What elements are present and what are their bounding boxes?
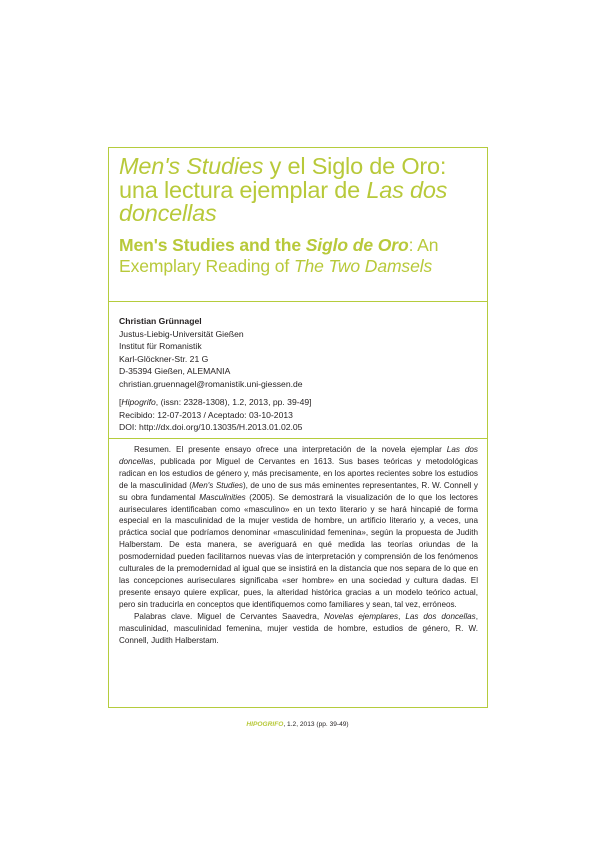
- abstract-s1: Resumen. El presente ensayo ofrece una interpretación de la novela ejemplar: [134, 445, 447, 454]
- title-en-part2: Siglo de Oro: [305, 234, 409, 255]
- keywords-k3: , masculinidad, masculinidad femenina, mujer vestida de hombre, estudios de género, R. W. Connell, Judith Halberstam.: [119, 611, 479, 645]
- keywords: [119, 611, 478, 647]
- journal-name: Hipogrifo: [121, 397, 156, 407]
- keywords-k1: Palabras clave. Miguel de Cervantes Saavedra,: [134, 611, 325, 621]
- title-es-part3: una lectura ejemplar de: [119, 176, 367, 203]
- abstract-s4: (2005). Se demostrará la visualización de lo que los lectores auriseculares identificaban como «masculino» en un texto literario y se hará hincapié de forma especial en la masculinidad de la mujer vestida de hombre, un artificio literario y, a veces, una práctica social que podríamos denominar «masculinidad femenina», según la propuesta de Judith Halberstam. De esta manera, se averiguará en qué medida las teorías oriundas de la posmodernidad pueden facilitarnos nuevas vías de interpretación y comprensión de los fenómenos culturales de la premodernidad al igual que se insistirá en la distancia que nos separa de lo que en las concepciones auriseculares significaba «ser hombre» en una sociedad y cultura dadas. El presente ensayo quiere explicar, pues, la alteridad histórica gracias a un modelo teórico actual, pero sin traducirla en conceptos que identifiquemos como familiares y sean, tal vez, erróneos.: [119, 492, 478, 609]
- page-footer: [0, 721, 595, 728]
- title-es-part4: Las dos doncellas: [119, 176, 448, 226]
- abstract-s2-italic: Men's Studies: [191, 480, 243, 490]
- footer-journal: HIPOGRIFO: [246, 721, 284, 728]
- abstract-s2: , publicada por Miguel de Cervantes en 1613. Sus bases teóricas y metodológicas radican en los estudios de género y, más precisamente, en los aportes recientes sobre los estudios de la masculinidad (: [119, 456, 478, 490]
- abstract-s3: ), de uno de sus más eminentes representantes, R. W. Connell y su obra fundamental: [119, 480, 478, 502]
- keywords-k2: ,: [398, 611, 406, 621]
- title-spanish: [119, 155, 479, 226]
- author-city: D-35394 Gießen, ALEMANIA: [119, 366, 231, 377]
- title-block: [119, 155, 479, 277]
- author-street: Karl-Glöckner-Str. 21 G: [119, 353, 209, 364]
- abstract-s3-italic: Masculinities: [199, 492, 246, 502]
- title-en-part4: The Two Damsels: [293, 255, 433, 276]
- keywords-k1-italic: Novelas ejemplares: [324, 611, 399, 621]
- footer-citation: , 1.2, 2013 (pp. 39-49): [283, 721, 349, 728]
- citation-line: [Hipogrifo, (issn: 2328-1308), 1.2, 2013, pp. 39-49]: [119, 397, 312, 407]
- author-block: [119, 315, 303, 391]
- citation-block: [119, 396, 312, 434]
- issn-text: , (issn: 2328-1308), 1.2, 2013, pp. 39-49]: [155, 397, 312, 407]
- doi-link[interactable]: DOI: http://dx.doi.org/10.13035/H.2013.01.02.05: [119, 422, 303, 433]
- author-name: Christian Grünnagel: [119, 316, 202, 326]
- author-department: Institut für Romanistik: [119, 341, 202, 352]
- divider-top: [108, 301, 488, 302]
- author-email[interactable]: christian.gruennagel@romanistik.uni-giessen.de: [119, 378, 303, 389]
- abstract-text: [119, 444, 478, 611]
- keywords-k2-italic: Las dos doncellas: [405, 611, 476, 621]
- divider-bottom: [108, 438, 488, 439]
- author-affiliation: Justus-Liebig-Universität Gießen: [119, 328, 244, 339]
- title-english: [119, 235, 479, 277]
- title-en-part1: Men's Studies and the: [119, 234, 306, 255]
- received-accepted-dates: Recibido: 12-07-2013 / Aceptado: 03-10-2013: [119, 409, 293, 420]
- abstract-s1-italic: Las dos doncellas: [119, 445, 478, 466]
- title-es-part1: Men's Studies: [119, 153, 264, 179]
- abstract: [119, 444, 478, 646]
- title-es-part2: y el Siglo de Oro:: [263, 153, 447, 179]
- title-en-part3: : An Exemplary Reading of: [119, 234, 439, 276]
